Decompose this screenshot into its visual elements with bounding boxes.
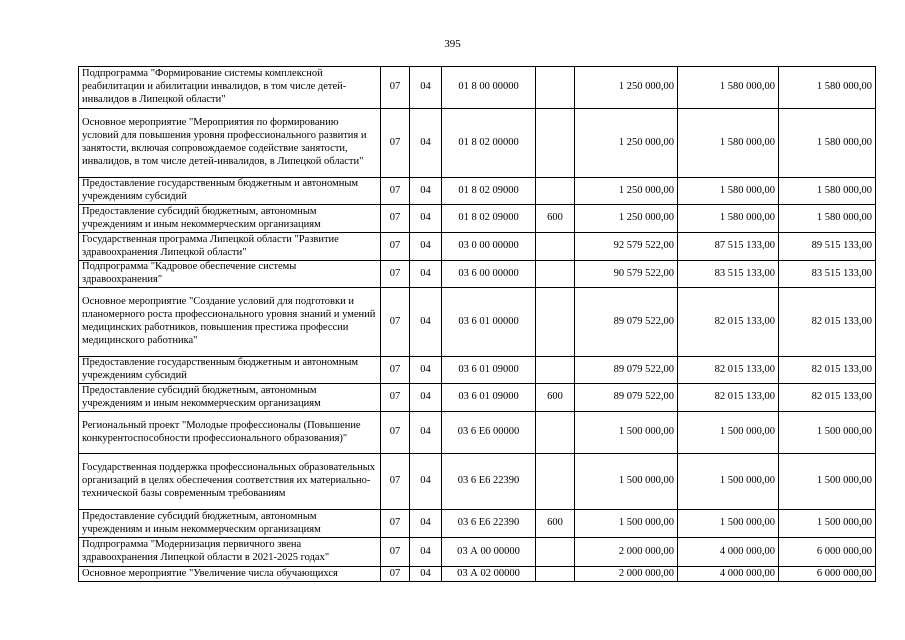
section-code: 07 [381,384,410,412]
page-number: 395 [444,38,461,50]
target-article-code: 03 6 Е6 00000 [442,412,536,454]
section-code: 07 [381,261,410,288]
section-code: 07 [381,67,410,109]
amount-year-2: 83 515 133,00 [678,261,779,288]
table-row [79,357,876,384]
table-row [79,510,876,538]
row-name: Государственная программа Липецкой области "Развитие здравоохранения Липецкой области" [79,233,381,261]
amount-year-3: 1 500 000,00 [779,510,876,538]
amount-year-1: 2 000 000,00 [575,567,678,582]
amount-year-1: 1 250 000,00 [575,109,678,178]
table-row [79,67,876,109]
target-article-code: 03 6 01 00000 [442,288,536,357]
target-article-code: 03 А 02 00000 [442,567,536,582]
expense-type-code [536,538,575,567]
section-code: 07 [381,454,410,510]
amount-year-2: 1 580 000,00 [678,205,779,233]
expense-type-code: 600 [536,384,575,412]
amount-year-3: 1 580 000,00 [779,109,876,178]
subsection-code: 04 [410,412,442,454]
target-article-code: 03 6 01 09000 [442,357,536,384]
subsection-code: 04 [410,454,442,510]
row-name: Основное мероприятие "Мероприятия по формированию условий для повышения уровня профессионального развития и занятости, включая сопровождаемое содействие занятости, инвалидов, в том числе детей-инвалидов, в Липецкой области" [79,109,381,178]
section-code: 07 [381,233,410,261]
row-name: Предоставление субсидий бюджетным, автономным учреждениям и иным некоммерческим организациям [79,205,381,233]
expense-type-code [536,178,575,205]
target-article-code: 03 6 00 00000 [442,261,536,288]
subsection-code: 04 [410,510,442,538]
subsection-code: 04 [410,67,442,109]
row-name: Предоставление государственным бюджетным и автономным учреждениям субсидий [79,178,381,205]
expense-type-code: 600 [536,510,575,538]
target-article-code: 01 8 00 00000 [442,67,536,109]
section-code: 07 [381,109,410,178]
table-row [79,233,876,261]
table-row [79,288,876,357]
amount-year-2: 87 515 133,00 [678,233,779,261]
amount-year-1: 89 079 522,00 [575,357,678,384]
subsection-code: 04 [410,205,442,233]
amount-year-1: 89 079 522,00 [575,384,678,412]
row-name: Подпрограмма "Модернизация первичного звена здравоохранения Липецкой области в 2021-2025 годах" [79,538,381,567]
amount-year-2: 82 015 133,00 [678,288,779,357]
amount-year-1: 89 079 522,00 [575,288,678,357]
amount-year-3: 1 500 000,00 [779,454,876,510]
row-name: Основное мероприятие "Создание условий для подготовки и планомерного роста профессионального уровня знаний и умений медицинских работников, повышения престижа профессии медицинского работника" [79,288,381,357]
amount-year-2: 4 000 000,00 [678,538,779,567]
expense-type-code [536,67,575,109]
subsection-code: 04 [410,567,442,582]
target-article-code: 01 8 02 09000 [442,178,536,205]
amount-year-2: 1 580 000,00 [678,178,779,205]
amount-year-3: 82 015 133,00 [779,288,876,357]
expense-type-code [536,288,575,357]
table-row [79,109,876,178]
amount-year-2: 1 500 000,00 [678,412,779,454]
expense-type-code [536,261,575,288]
amount-year-3: 1 580 000,00 [779,205,876,233]
amount-year-1: 92 579 522,00 [575,233,678,261]
section-code: 07 [381,205,410,233]
amount-year-1: 1 500 000,00 [575,412,678,454]
section-code: 07 [381,538,410,567]
table-row [79,567,876,582]
amount-year-3: 82 015 133,00 [779,384,876,412]
amount-year-2: 1 580 000,00 [678,67,779,109]
subsection-code: 04 [410,178,442,205]
amount-year-3: 1 580 000,00 [779,178,876,205]
row-name: Государственная поддержка профессиональных образовательных организаций в целях обеспечения соответствия их материально-технической базы современным требованиям [79,454,381,510]
subsection-code: 04 [410,261,442,288]
row-name: Основное мероприятие "Увеличение числа обучающихся [79,567,381,582]
target-article-code: 03 6 Е6 22390 [442,510,536,538]
expense-type-code: 600 [536,205,575,233]
amount-year-3: 82 015 133,00 [779,357,876,384]
table-row [79,384,876,412]
amount-year-1: 1 250 000,00 [575,205,678,233]
amount-year-1: 1 500 000,00 [575,454,678,510]
target-article-code: 03 А 00 00000 [442,538,536,567]
target-article-code: 03 6 01 09000 [442,384,536,412]
amount-year-1: 1 250 000,00 [575,178,678,205]
subsection-code: 04 [410,233,442,261]
target-article-code: 03 6 Е6 22390 [442,454,536,510]
amount-year-1: 1 500 000,00 [575,510,678,538]
amount-year-2: 82 015 133,00 [678,384,779,412]
target-article-code: 01 8 02 00000 [442,109,536,178]
amount-year-3: 6 000 000,00 [779,567,876,582]
amount-year-3: 1 500 000,00 [779,412,876,454]
amount-year-2: 1 580 000,00 [678,109,779,178]
table-row [79,454,876,510]
expense-type-code [536,357,575,384]
row-name: Предоставление государственным бюджетным и автономным учреждениям субсидий [79,357,381,384]
target-article-code: 01 8 02 09000 [442,205,536,233]
amount-year-3: 6 000 000,00 [779,538,876,567]
section-code: 07 [381,567,410,582]
expense-type-code [536,454,575,510]
section-code: 07 [381,288,410,357]
section-code: 07 [381,357,410,384]
expense-type-code [536,567,575,582]
budget-table [78,66,876,582]
table-row [79,178,876,205]
table-row [79,205,876,233]
table-row [79,412,876,454]
expense-type-code [536,109,575,178]
row-name: Предоставление субсидий бюджетным, автономным учреждениям и иным некоммерческим организациям [79,510,381,538]
subsection-code: 04 [410,109,442,178]
table-row [79,261,876,288]
amount-year-2: 1 500 000,00 [678,510,779,538]
amount-year-2: 4 000 000,00 [678,567,779,582]
row-name: Подпрограмма "Формирование системы комплексной реабилитации и абилитации инвалидов, в том числе детей-инвалидов в Липецкой области" [79,67,381,109]
amount-year-1: 1 250 000,00 [575,67,678,109]
subsection-code: 04 [410,538,442,567]
row-name: Предоставление субсидий бюджетным, автономным учреждениям и иным некоммерческим организациям [79,384,381,412]
expense-type-code [536,412,575,454]
amount-year-2: 82 015 133,00 [678,357,779,384]
target-article-code: 03 0 00 00000 [442,233,536,261]
amount-year-1: 90 579 522,00 [575,261,678,288]
table-row [79,538,876,567]
amount-year-1: 2 000 000,00 [575,538,678,567]
amount-year-2: 1 500 000,00 [678,454,779,510]
expense-type-code [536,233,575,261]
subsection-code: 04 [410,357,442,384]
amount-year-3: 83 515 133,00 [779,261,876,288]
subsection-code: 04 [410,288,442,357]
subsection-code: 04 [410,384,442,412]
section-code: 07 [381,510,410,538]
row-name: Подпрограмма "Кадровое обеспечение системы здравоохранения" [79,261,381,288]
row-name: Региональный проект "Молодые профессионалы (Повышение конкурентоспособности профессионального образования)" [79,412,381,454]
amount-year-3: 89 515 133,00 [779,233,876,261]
amount-year-3: 1 580 000,00 [779,67,876,109]
section-code: 07 [381,412,410,454]
section-code: 07 [381,178,410,205]
